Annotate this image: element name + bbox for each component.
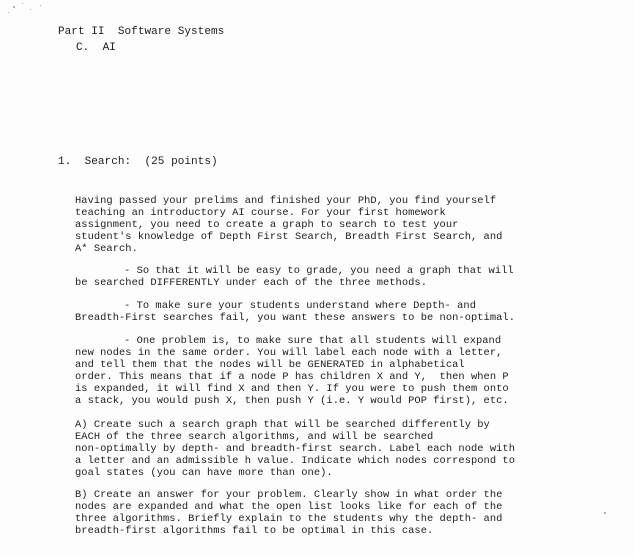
part-b-line: B) Create an answer for your problem. Clearly show in what order the (75, 489, 503, 501)
part-a-line: goal states (you can have more than one). (75, 467, 333, 479)
part-heading: Part II Software Systems (58, 26, 225, 38)
bullet-line: - So that it will be easy to grade, you need a graph that will (124, 265, 514, 277)
bullet-line: - To make sure your students understand where Depth- and (124, 300, 476, 312)
bullet-line: be searched DIFFERENTLY under each of the three methods. (75, 277, 427, 289)
part-b-line: three algorithms. Briefly explain to the students why the depth- and (75, 513, 503, 525)
question-title: 1. Search: (25 points) (58, 156, 218, 168)
intro-line: Having passed your prelims and finished your PhD, you find yourself (75, 195, 497, 207)
bullet-line: and tell them that the nodes will be GENERATED in alphabetical (75, 359, 465, 371)
scan-speck (604, 512, 606, 514)
part-b-line: nodes are expanded and what the open list looks like for each of the (75, 501, 503, 513)
intro-line: teaching an introductory AI course. For your first homework (75, 207, 446, 219)
section-heading: C. AI (76, 42, 116, 54)
scan-speck (30, 9, 31, 10)
bullet-line: order. This means that if a node P has children X and Y, then when P (75, 371, 509, 383)
scan-speck (40, 5, 41, 6)
part-a-line: a letter and an admissible h value. Indicate which nodes correspond to (75, 455, 515, 467)
intro-line: A* Search. (75, 243, 138, 255)
bullet-line: new nodes in the same order. You will label each node with a letter, (75, 347, 503, 359)
scan-speck (22, 3, 23, 4)
bullet-line: - One problem is, to make sure that all students will expand (124, 335, 502, 347)
scan-speck (8, 12, 9, 13)
bullet-line: is expanded, it will find X and then Y. If you were to push them onto (75, 383, 509, 395)
intro-line: student's knowledge of Depth First Search, Breadth First Search, and (75, 231, 503, 243)
part-a-line: non-optimally by depth- and breadth-first search. Label each node with (75, 443, 515, 455)
scan-speck (13, 6, 15, 8)
part-a-line: A) Create such a search graph that will be searched differently by (75, 419, 490, 431)
part-a-line: EACH of the three search algorithms, and will be searched (75, 431, 434, 443)
part-b-line: breadth-first algorithms fail to be optimal in this case. (75, 525, 434, 537)
bullet-line: Breadth-First searches fail, you want these answers to be non-optimal. (75, 312, 515, 324)
intro-line: assignment, you need to create a graph to search to test your (75, 219, 459, 231)
bullet-line: a stack, you would push X, then push Y (i.e. Y would POP first), etc. (75, 395, 509, 407)
